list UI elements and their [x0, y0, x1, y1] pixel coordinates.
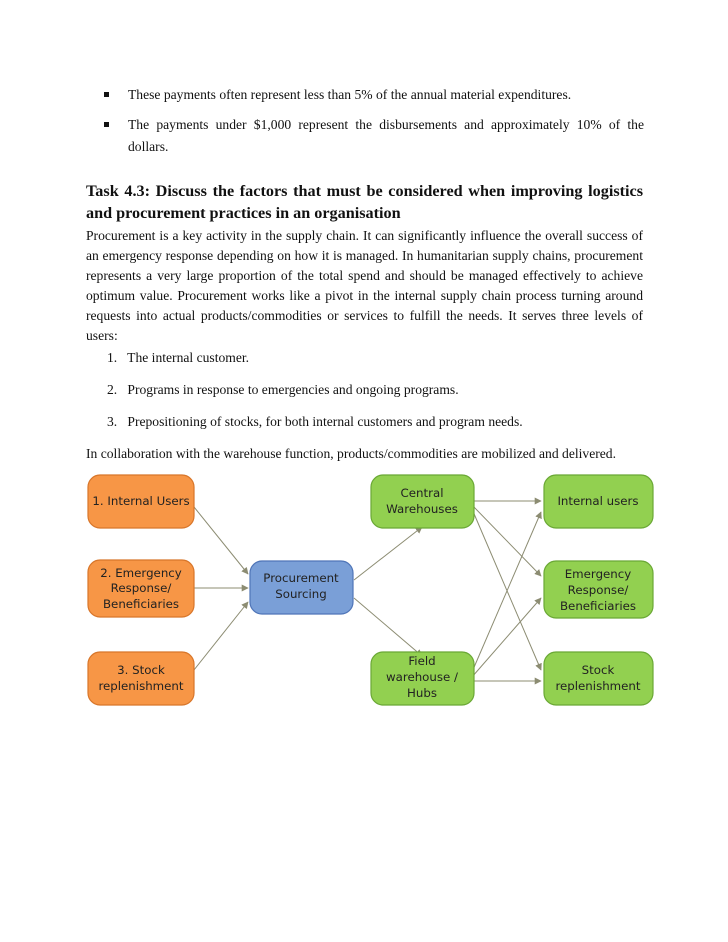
- body-paragraph: Procurement is a key activity in the supply chain. It can significantly influence the overall success of an emergency response depending on how it is managed. In humanitarian supply chains, procurement represents a very large proportion of the total spend and should be managed effectively to achieve optimum value. Procurement works like a pivot in the internal supply chain process turning around requests into actual products/commodities or services to fulfill the needs. It serves three levels of users:: [86, 228, 643, 343]
- arrow-stock-to-procurement: [190, 602, 248, 675]
- node-label: Emergency: [564, 567, 632, 581]
- node-emergency-response: [88, 560, 194, 617]
- node-internal-users: [88, 475, 194, 528]
- node-label: replenishment: [98, 679, 184, 693]
- arrow-field-to-emergency: [472, 598, 541, 677]
- arrows-group: [190, 501, 541, 681]
- node-output-internal-users: [544, 475, 653, 528]
- node-label: Central: [400, 486, 444, 500]
- bullet-text: The payments under $1,000 represent the disbursements and approximately 10% of the dollars.: [128, 117, 644, 154]
- node-label: Internal users: [557, 494, 639, 508]
- node-label: Procurement: [263, 571, 339, 585]
- arrow-internal-to-procurement: [190, 502, 248, 574]
- closing-paragraph: In collaboration with the warehouse function, products/commodities are mobilized and delivered.: [86, 446, 616, 461]
- numbered-item: 2. Programs in response to emergencies and ongoing programs.: [107, 382, 459, 397]
- arrow-central-to-stock: [472, 509, 541, 670]
- node-label: Beneficiaries: [559, 599, 637, 613]
- node-label: warehouse /: [385, 670, 459, 684]
- node-label: Response/: [567, 583, 629, 597]
- node-procurement-sourcing: [250, 561, 353, 614]
- arrow-procurement-to-field: [354, 598, 422, 656]
- node-output-stock: [544, 652, 653, 705]
- arrow-central-to-emergency: [472, 505, 541, 576]
- numbered-item: 1. The internal customer.: [107, 350, 250, 365]
- section-heading: Task 4.3: Discuss the factors that must be considered when improving logistics and procurement practices in an organisation: [86, 182, 643, 222]
- node-label: Hubs: [407, 686, 437, 700]
- node-label: 3. Stock: [117, 663, 165, 677]
- node-label: 1. Internal Users: [92, 494, 190, 508]
- bullet-text: These payments often represent less than 5% of the annual material expenditures.: [128, 87, 572, 102]
- node-output-emergency: [544, 561, 653, 618]
- node-label: Stock: [581, 663, 615, 677]
- node-label: Beneficiaries: [102, 597, 180, 611]
- node-label: replenishment: [555, 679, 641, 693]
- node-field-warehouse: [371, 652, 474, 705]
- arrow-field-to-internal: [472, 512, 541, 672]
- node-label: Sourcing: [275, 587, 327, 601]
- node-central-warehouses: [371, 475, 474, 528]
- node-stock-replenishment: [88, 652, 194, 705]
- arrow-procurement-to-central: [354, 527, 422, 580]
- numbered-item: 3. Prepositioning of stocks, for both internal customers and program needs.: [107, 414, 523, 429]
- node-label: Field: [408, 654, 436, 668]
- node-label: Warehouses: [386, 502, 458, 516]
- node-label: 2. Emergency: [100, 566, 182, 580]
- node-label: Response/: [110, 581, 172, 595]
